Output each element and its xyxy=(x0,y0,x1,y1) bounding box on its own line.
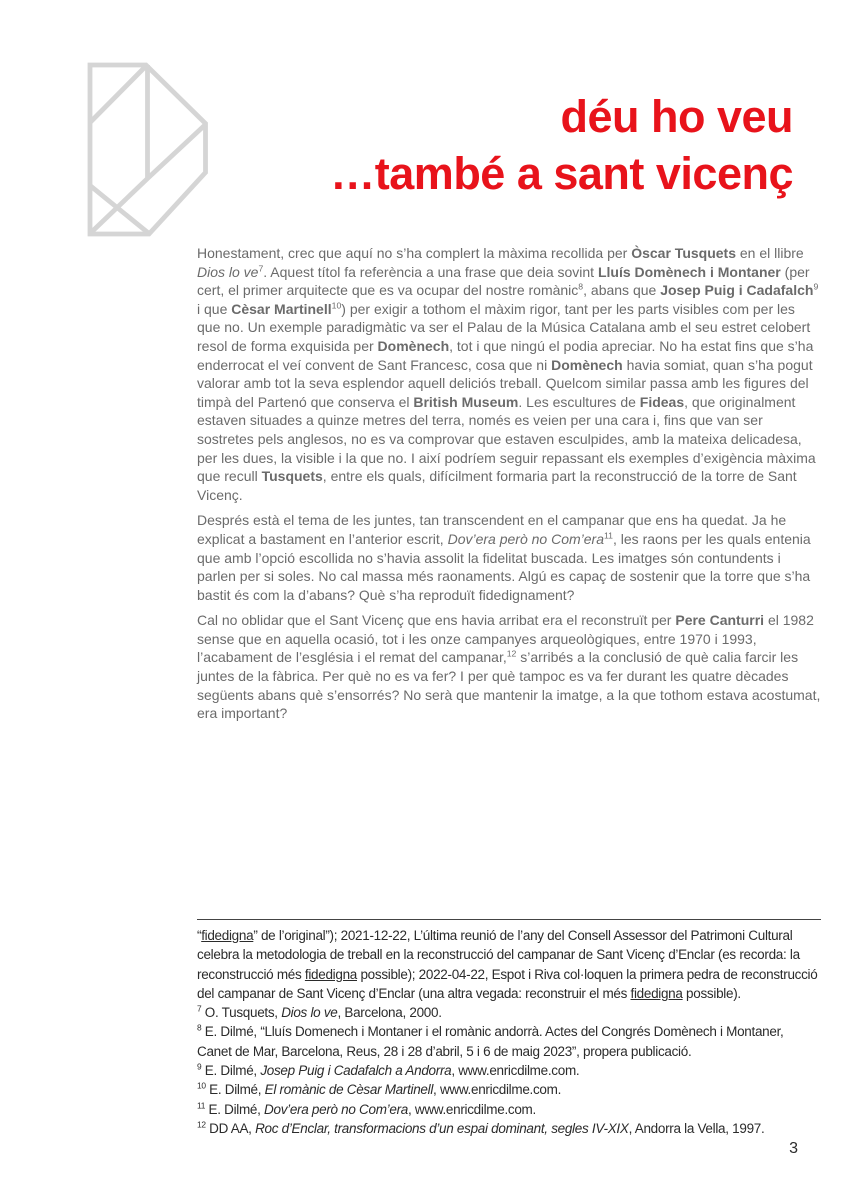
document-title xyxy=(330,88,793,202)
page-number: 3 xyxy=(789,1140,798,1157)
footnote-10: $^{10}$ E. Dilmé, El romànic de Cèsar Martinell, www.enricdilme.com. xyxy=(197,1080,562,1098)
footnote-7: $^7$ O. Tusquets, Dios lo ve, Barcelona, 2000. xyxy=(197,1003,442,1021)
paragraph-1: Honestament, crec que aquí no s’ha complert la màxima recollida per Òscar Tusquets en el llibre Dios lo $ve^7$. Aquest títol fa referència a una frase que deia sovint Lluís Domènech i Montaner (per cert, el primer arquitecte que es va ocupar del nostre romànic$^8$, abans que Josep Puig i Cadafalch$^9$ i que Cèsar Martinell$^{10}$) per exigir a tothom el màxim rigor, tant per les parts visibles com per les que no. Un exemple paradigmàtic va ser el Palau de la Música Catalana amb el seu estret celobert resol de forma exquisida per Domènech, tot i que ningú el podia apreciar. No ha estat fins que s’ha enderrocat el veí convent de Sant Francesc, cosa que ni Domènech havia somiat, quan s’ha pogut valorar amb tot la seva esplendor aquell deliciós treball. Quelcom similar passa amb les figures del timpà del Partenó que conserva el British Museum. Les escultures de Fideas, que originalment estaven situades a quinze metres del terra, només es veien per una cara i, fins que van ser sostretes pels anglesos, no es va comprovar que estaven esculpides, amb la mateixa delicadesa, per les dues, la visible i la que no. I així podríem seguir repassant els exemples d’exigència màxima que recull Tusquets, entre els quals, difícilment formaria part la reconstrucció de la torre de Sant Vicenç. xyxy=(197,245,819,503)
footnote-8: $^8$ E. Dilmé, “Lluís Domenech i Montaner i el romànic andorrà. Actes del Congrés Domènech i Montaner, Canet de Mar, Barcelona, Reus, 28 i 28 d’abril, 5 i 6 de maig 2023”, propera publicació. xyxy=(197,1022,784,1059)
logo-inner-lines xyxy=(90,65,206,234)
title-line-1: déu ho veu xyxy=(560,91,793,142)
footnote-12: $^{12}$ DD AA, Roc d’Enclar, transformacions d’un espai dominant, segles IV-XIX, Andorra la Vella, 1997. xyxy=(197,1119,765,1136)
body-text xyxy=(197,244,821,730)
footnote-continuation: “fidedigna” de l’original”); 2021-12-22, L’última reunió de l’any del Consell Assessor del Patrimoni Cultural celebra la metodologia de treball en la reconstrucció del campanar de Sant Vicenç d’Enclar (es recorda: la reconstrucció més fidedigna possible); 2022-04-22, Espot i Riva col·loquen la primera pedra de reconstrucció del campanar de Sant Vicenç d’Enclar (una altra vegada: reconstruir el més fidedigna possible). xyxy=(197,928,818,1001)
footnotes-section xyxy=(197,919,821,1138)
paragraph-2: Després està el tema de les juntes, tan transcendent en el campanar que ens ha quedat. Ja he explicat a bastament en l’anterior escrit, Dov’era però no Com’era$^{11}$, les raons per les quals entenia que amb l’opció escollida no s’havia assolit la fidelitat buscada. Les imatges són contundents i parlen per si soles. No cal massa més raonaments. Algú es capaç de sostenir que la torre que s’ha bastit és com la d’abans? Què s’ha reproduït fidedignament? xyxy=(197,512,811,603)
footnote-9: $^9$ E. Dilmé, Josep Puig i Cadafalch a Andorra, www.enricdilme.com. xyxy=(197,1061,580,1079)
paragraph-3: Cal no oblidar que el Sant Vicenç que ens havia arribat era el reconstruït per Pere Canturri el 1982 sense que en aquella ocasió, tot i les onze campanyes arqueològiques, entre 1970 i 1993, l’acabament de l’església i el remat del campanar,$^{12}$ s’arribés a la conclusió de què calia farcir les juntes de la fàbrica. Per què no es va fer? I per què tampoc es va fer durant les quatre dècades següents abans què s’ensorrés? No serà que mantenir la imatge, a la que tothom estava acostumat, era important? xyxy=(197,612,821,722)
title-line-2: …també a sant vicenç xyxy=(330,148,793,199)
footnote-11: $^{11}$ E. Dilmé, Dov’era però no Com’era, www.enricdilme.com. xyxy=(197,1100,536,1117)
logo-icon xyxy=(86,62,208,237)
